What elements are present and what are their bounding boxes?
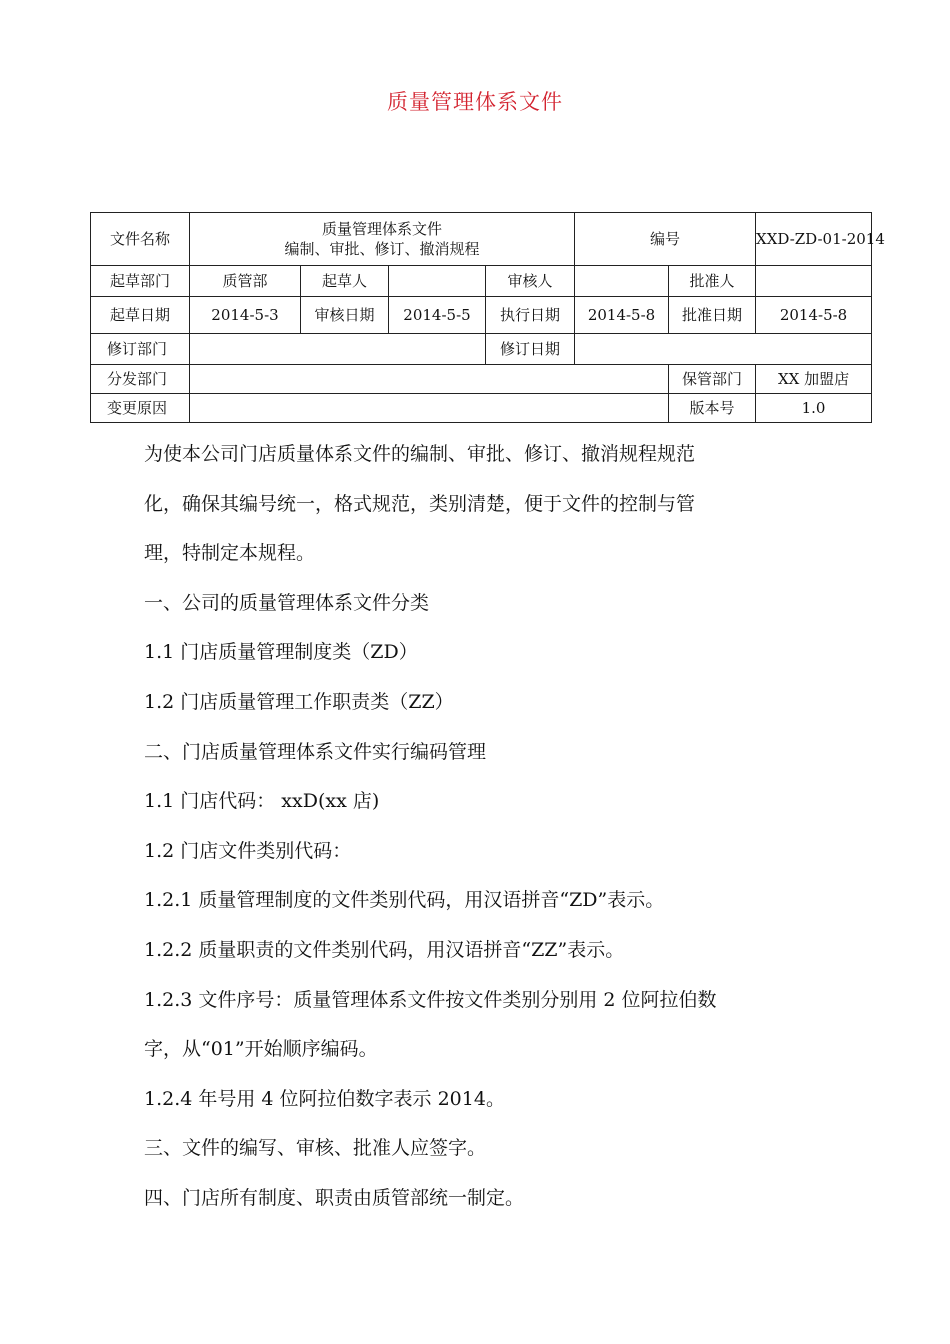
doc-name-line2: 编制、审批、修订、撤消规程 [284, 240, 480, 258]
revise-dept-label: 修订部门 [91, 334, 190, 365]
body-line: 1.2.4 年号用 4 位阿拉伯数字表示 2014。 [144, 1087, 505, 1110]
doc-name-label: 文件名称 [91, 213, 190, 266]
revise-date-label: 修订日期 [486, 334, 575, 365]
change-reason-label: 变更原因 [91, 394, 190, 423]
custody-dept-value: XX 加盟店 [756, 365, 872, 394]
approve-date-label: 批准日期 [669, 297, 756, 334]
draft-dept-value: 质管部 [190, 266, 301, 297]
draft-date-value: 2014-5-3 [190, 297, 301, 334]
dist-dept-value [190, 365, 669, 394]
body-line: 化，确保其编号统一，格式规范，类别清楚，便于文件的控制与管 [144, 492, 696, 515]
approve-date-value: 2014-5-8 [756, 297, 872, 334]
review-date-label: 审核日期 [301, 297, 389, 334]
document-info-table [90, 212, 885, 423]
number-label: 编号 [575, 213, 756, 266]
version-value: 1.0 [756, 394, 872, 423]
body-line: 1.2 门店文件类别代码： [144, 839, 352, 862]
draft-date-label: 起草日期 [91, 297, 190, 334]
number-value: XXD-ZD-01-2014 [756, 213, 872, 266]
section-heading: 二、门店质量管理体系文件实行编码管理 [144, 740, 487, 763]
approver-value [756, 266, 872, 297]
document-title: 质量管理体系文件 [387, 90, 563, 114]
body-line: 1.2.1 质量管理制度的文件类别代码，用汉语拼音“ZD”表示。 [144, 889, 665, 912]
drafter-label: 起草人 [301, 266, 389, 297]
document-body [144, 430, 824, 1224]
dist-dept-label: 分发部门 [91, 365, 190, 394]
body-line: 字，从“01”开始顺序编码。 [144, 1038, 378, 1061]
doc-name-line1: 质量管理体系文件 [322, 220, 443, 238]
body-line: 1.2.2 质量职责的文件类别代码，用汉语拼音“ZZ”表示。 [144, 938, 625, 961]
body-line: 1.1 门店质量管理制度类（ZD） [144, 641, 418, 664]
exec-date-label: 执行日期 [486, 297, 575, 334]
change-reason-value [190, 394, 669, 423]
revise-dept-value [190, 334, 486, 365]
section-heading: 三、文件的编写、审核、批准人应签字。 [144, 1137, 487, 1160]
custody-dept-label: 保管部门 [669, 365, 756, 394]
body-line: 1.1 门店代码： xxD(xx 店) [144, 790, 380, 813]
body-line: 理，特制定本规程。 [144, 542, 316, 565]
review-date-value: 2014-5-5 [389, 297, 486, 334]
body-line: 1.2.3 文件序号：质量管理体系文件按文件类别分别用 2 位阿拉伯数 [144, 988, 717, 1011]
body-line: 1.2 门店质量管理工作职责类（ZZ） [144, 690, 454, 713]
drafter-value [389, 266, 486, 297]
revise-date-value [575, 334, 872, 365]
exec-date-value: 2014-5-8 [575, 297, 669, 334]
reviewer-label: 审核人 [486, 266, 575, 297]
approver-label: 批准人 [669, 266, 756, 297]
draft-dept-label: 起草部门 [91, 266, 190, 297]
section-heading: 一、公司的质量管理体系文件分类 [144, 591, 430, 614]
reviewer-value [575, 266, 669, 297]
version-label: 版本号 [669, 394, 756, 423]
doc-name-value [190, 213, 575, 266]
section-heading: 四、门店所有制度、职责由质管部统一制定。 [144, 1186, 525, 1209]
body-line: 为使本公司门店质量体系文件的编制、审批、修订、撤消规程规范 [144, 443, 696, 465]
